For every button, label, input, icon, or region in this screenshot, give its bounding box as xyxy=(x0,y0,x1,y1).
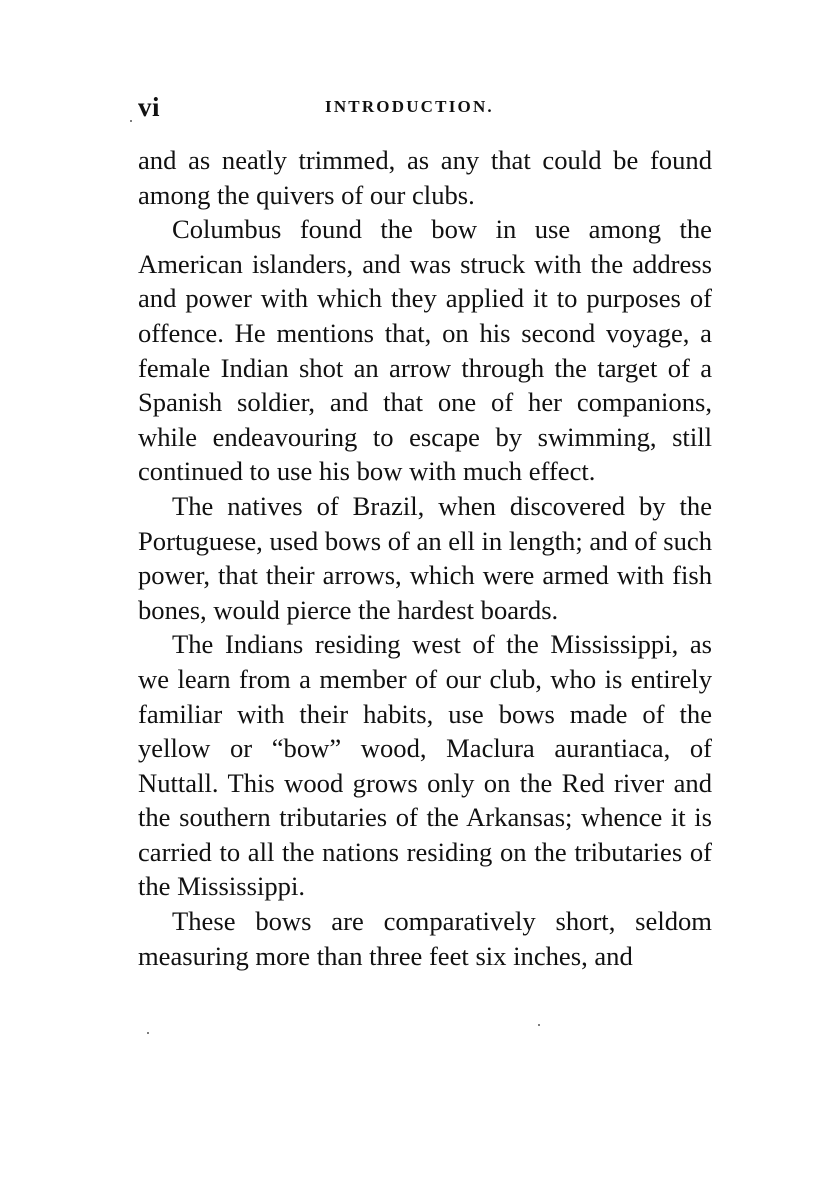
paragraph-columbus: Columbus found the bow in use among the American islanders, and was struck with the address and power with which they applied it to purposes of offence. He mentions that, on his second voyage, a female Indian shot an arrow through the target of a Spanish soldier, and that one of her companions, while endeavouring to escape by swimming, still continued to use his bow with much effect. xyxy=(138,214,712,487)
print-speck xyxy=(130,120,132,122)
paragraph-continuation: and as neatly trimmed, as any that could be found among the quivers of our clubs. xyxy=(138,145,712,210)
page-number: vi xyxy=(138,92,161,122)
page-header xyxy=(138,92,708,122)
body-text xyxy=(138,143,712,973)
paragraph-bows: These bows are comparatively short, seldom measuring more than three feet six inches, and xyxy=(138,906,712,971)
paragraph-mississippi: The Indians residing west of the Mississippi, as we learn from a member of our club, who is entirely familiar with their habits, use bows made of the yellow or “bow” wood, Maclura aurantiaca, of Nuttall. This wood grows only on the Red river and the southern tributaries of the Arkansas; whence it is carried to all the nations residing on the tributaries of the Mississippi. xyxy=(138,629,712,902)
print-speck xyxy=(538,1024,540,1026)
paragraph-brazil: The natives of Brazil, when discovered by the Portuguese, used bows of an ell in length; and of such power, that their arrows, which were armed with fish bones, would pierce the hardest boards. xyxy=(138,490,712,625)
running-head: INTRODUCTION. xyxy=(325,97,494,116)
print-speck xyxy=(147,1032,149,1034)
